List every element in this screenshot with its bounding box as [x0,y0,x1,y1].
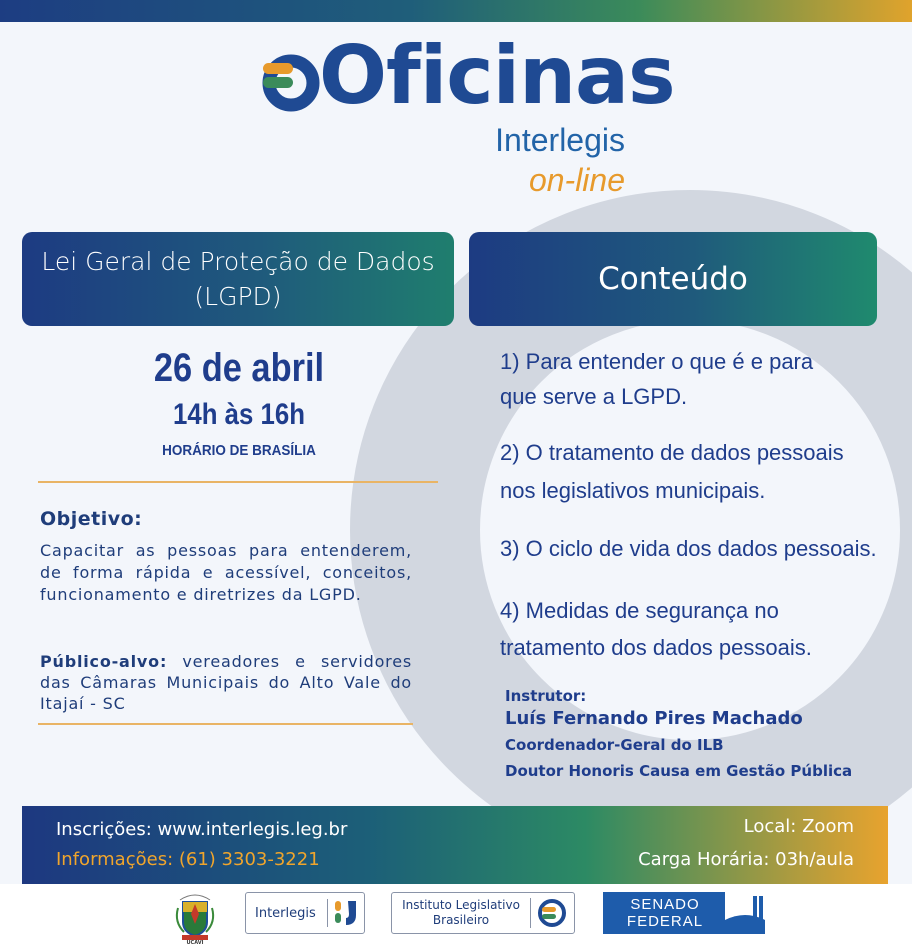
ilb-mark-icon [537,898,567,928]
event-workload: Carga Horária: 03h/aula [638,849,854,870]
logo-subtitle: Interlegis [495,122,625,158]
event-time: 14h às 16h [173,398,305,431]
content-heading: Conteúdo [598,261,748,297]
senado-federal-logo [603,892,765,934]
content-item-2-line1: 2) O tratamento de dados pessoais [500,440,844,465]
senado-mark-icon [725,892,765,934]
instructor-role: Coordenador-Geral do ILB [505,736,724,754]
course-title-line2: (LGPD) [194,282,282,311]
interlegis-logo [245,892,365,934]
top-gradient-bar [0,0,912,22]
registration-link[interactable]: Inscrições: www.interlegis.leg.br [56,819,348,840]
ilb-logo [391,892,575,934]
info-phone: Informações: (61) 3303-3221 [56,849,320,870]
interlegis-mark-icon [334,899,360,927]
logo-title: Oficinas [319,29,675,122]
content-heading-card [469,232,877,326]
audience-paragraph [40,651,412,714]
logo-online-tag: on-line [528,162,625,198]
course-title-line1: Lei Geral de Proteção de Dados [41,247,435,276]
content-item-3-line1: 3) O ciclo de vida dos dados pessoais. [500,536,877,561]
partner-logos [0,884,912,948]
divider [38,481,438,483]
ucavi-crest-logo [168,888,222,946]
course-title-card [22,232,454,326]
senado-line1: SENADO [630,896,700,913]
content-item-4-line1: 4) Medidas de segurança no [500,598,779,623]
divider [38,723,413,725]
ilb-line2: Brasileiro [432,913,490,927]
oficinas-o-icon [261,54,321,112]
oficinas-logo [255,29,675,200]
crest-icon [168,888,222,946]
interlegis-logo-text: Interlegis [255,905,316,921]
content-item-4-line2: tratamento dos dados pessoais. [500,635,812,660]
objective-text: Capacitar as pessoas para entenderem, de forma rápida e acessível, conceitos, funcionamento e diretrizes da LGPD. [40,541,412,604]
objective-heading: Objetivo: [40,508,143,530]
instructor-label: Instrutor: [505,687,587,705]
instructor-block [505,686,852,784]
event-date: 26 de abril [153,346,325,390]
event-location: Local: Zoom [743,816,854,837]
senado-line2: FEDERAL [626,913,704,930]
content-item-2-line2: nos legislativos municipais. [500,478,766,503]
audience-text: vereadores e servidores das Câmaras Municipais do Alto Vale do Itajaí - SC [40,652,412,713]
instructor-title: Doutor Honoris Causa em Gestão Pública [505,762,853,780]
event-timezone: HORÁRIO DE BRASÍLIA [162,442,316,459]
audience-label: Público-alvo: [40,652,168,671]
ilb-line1: Instituto Legislativo [402,898,520,912]
content-item-1-line2: que serve a LGPD. [500,384,688,409]
instructor-name: Luís Fernando Pires Machado [505,708,803,729]
content-item-1-line1: 1) Para entender o que é e para [500,349,814,374]
crest-footer-text: UCAVI [186,940,204,946]
footer-bar [22,806,888,884]
